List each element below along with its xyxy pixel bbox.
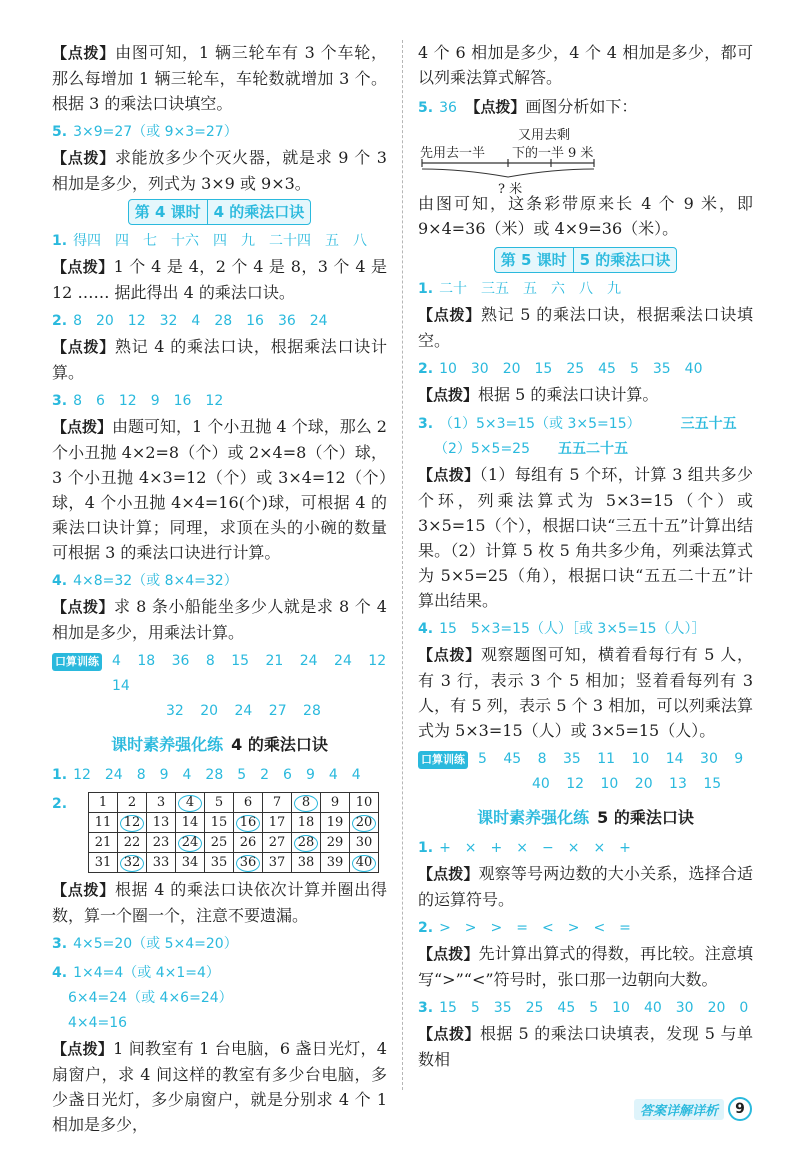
grid-cell: [292, 833, 321, 853]
oral-training: [52, 649, 387, 724]
tip-1: 【点拨】1 个 4 是 4，2 个 4 是 8，3 个 4 是 12 …… 据此得出 4 的乘法口诀。: [52, 257, 387, 302]
grid-cell: 7: [263, 793, 292, 813]
grid-cell: 10: [350, 793, 379, 813]
column-divider: [402, 40, 403, 1090]
grid-cell: 18: [292, 813, 321, 833]
right-column: [418, 40, 753, 1072]
oral-line-2: 40 12 10 20 13 15: [532, 776, 722, 792]
r-answer-1: 1. 二十 三五 五 六 八 九: [418, 281, 622, 297]
grid-cell: 34: [176, 853, 205, 873]
label-total: ? 米: [498, 182, 523, 197]
tip-2: 【点拨】熟记 4 的乘法口诀，根据乘法口诀计算。: [52, 337, 387, 382]
paragraph: 【点拨】由图可知，1 辆三轮车有 3 个车轮，那么每增加 1 辆三轮车，车轮数就增加 3 个。根据 3 的乘法口诀填空。: [52, 43, 387, 113]
section-answer-4b: 6×4=24（或 4×6=24）: [68, 990, 233, 1006]
tip-3: 【点拨】由题可知，1 个小丑抛 4 个球，那么 2 个小丑抛 4×2=8（个）或 2×4=8（个）球，3 个小丑抛 4×3=12（个）或 3×4=12（个）球，4 个小丑抛 4×4=16(个)球，可根据 4 的乘法口诀计算；同理，求顶在头的小碗的数量可根据 3 的乘法口诀进行计算。: [52, 417, 387, 562]
ribbon-diagram: [418, 121, 753, 197]
circled-number: 4: [178, 795, 202, 812]
oral-line-2: 32 20 24 27 28: [166, 703, 321, 719]
label-remain: 9 米: [568, 146, 594, 161]
grid-cell: 21: [89, 833, 118, 853]
grid-row: [89, 813, 379, 833]
grid-cell: 9: [321, 793, 350, 813]
circled-number: 28: [294, 835, 318, 852]
circled-number: 8: [294, 795, 318, 812]
grid-cell: 6: [234, 793, 263, 813]
tip-4: 【点拨】求 8 条小船能坐多少人就是求 8 个 4 相加是多少，用乘法计算。: [52, 597, 387, 642]
grid-cell: 30: [350, 833, 379, 853]
grid-row: [89, 853, 379, 873]
grid-cell: 27: [263, 833, 292, 853]
grid-cell: 33: [147, 853, 176, 873]
grid-cell: 11: [89, 813, 118, 833]
number-grid: [88, 792, 379, 873]
r-answer-3b: （2）5×5=25 五五二十五: [434, 441, 628, 457]
answer-3: 3. 8 6 12 9 16 12: [52, 393, 224, 409]
grid-cell: 37: [263, 853, 292, 873]
r-answer-4: 4. 15 5×3=15（人）［或 3×5=15（人）］: [418, 621, 706, 637]
section-tip-2: 【点拨】根据 4 的乘法口诀依次计算并圈出得数，算一个圈一个，注意不要遗漏。: [52, 880, 387, 925]
r-section-tip-3: 【点拨】根据 5 的乘法口诀填表，发现 5 与单数相: [418, 1024, 753, 1069]
r-section-tip-1: 【点拨】观察等号两边数的大小关系，选择合适的运算符号。: [418, 864, 753, 909]
left-column: [52, 40, 387, 1137]
r-answer-2: 2. 10 30 20 15 25 45 5 35 40: [418, 361, 703, 377]
grid-cell: [234, 813, 263, 833]
circled-number: 36: [236, 855, 260, 872]
grid-cell: 26: [234, 833, 263, 853]
grid-cell: 22: [118, 833, 147, 853]
grid-cell: 17: [263, 813, 292, 833]
grid-cell: 29: [321, 833, 350, 853]
grid-cell: [118, 813, 147, 833]
section-answer-4: 4. 1×4=4（或 4×1=4）: [52, 965, 220, 981]
circled-number: 20: [352, 815, 376, 832]
oral-line-1: 5 45 8 35 11 10 14 30 9: [478, 751, 744, 767]
grid-cell: [118, 853, 147, 873]
grid-cell: 1: [89, 793, 118, 813]
grid-cell: 2: [118, 793, 147, 813]
answer-5: 5. 3×9=27（或 9×3=27）: [52, 124, 238, 140]
section-title-right: 课时素养强化练 5 的乘法口诀: [477, 808, 694, 827]
r-tip-4: 【点拨】观察题图可知，横着看每行有 5 人，有 3 行，表示 3 个 5 相加；竖着看每列有 3 人，有 5 列，表示 5 个 3 相加，可以列乘法算式为 5×3=15（人）或 3×5=15（人）。: [418, 645, 753, 740]
continued-text: 4 个 6 相加是多少，4 个 4 相加是多少，都可以列乘法算式解答。: [418, 43, 753, 87]
oral-training-right: [418, 747, 753, 797]
grid-cell: [292, 793, 321, 813]
page-footer: [634, 1097, 752, 1121]
footer-label: 答案详解详析: [634, 1099, 724, 1120]
answer-2: 2. 8 20 12 32 4 28 16 36 24: [52, 313, 328, 329]
r-section-tip-2: 【点拨】先计算出算式的得数，再比较。注意填写“>”“<”符号时，张口那一边朝向大数。: [418, 944, 753, 989]
grid-cell: 39: [321, 853, 350, 873]
grid-cell: 5: [205, 793, 234, 813]
circled-number: 32: [120, 855, 144, 872]
section-answer-4c: 4×4=16: [68, 1015, 128, 1031]
section-answer-1: 1. 12 24 8 9 4 28 5 2 6 9 4 4: [52, 767, 361, 783]
grid-cell: 3: [147, 793, 176, 813]
section-title: 课时素养强化练 4 的乘法口诀: [111, 735, 328, 754]
oral-training-label: 口算训练: [418, 751, 468, 769]
circled-number: 24: [178, 835, 202, 852]
section-answer-2: 2. 1 2 3 4 5 6 7 8 9 10 11 12 13 14 15 16 17 18 19 20 21 22 23 24 25 26 27 28 29 30 31 32 33 34 35 36 37 38 39 40: [52, 792, 387, 873]
r-tip-2: 【点拨】根据 5 的乘法口诀计算。: [418, 385, 659, 404]
page-number: 9: [728, 1097, 752, 1121]
r-answer-3a: 3. （1）5×3=15（或 3×5=15） 三五十五: [418, 416, 737, 432]
grid-cell: 23: [147, 833, 176, 853]
grid-cell: 15: [205, 813, 234, 833]
circled-number: 16: [236, 815, 260, 832]
r-section-answer-1: 1. + × + × − × × +: [418, 840, 631, 856]
section-tip-4: 【点拨】1 间教室有 1 台电脑，6 盏日光灯，4 扇窗户，求 4 间这样的教室有多少台电脑，多少盏日光灯，多少扇窗户，就是分别求 4 个 1 相加是多少，: [52, 1039, 387, 1134]
lesson-4-header: 第 4 课时 4 的乘法口诀: [52, 199, 387, 225]
answer-4: 4. 4×8=32（或 8×4=32）: [52, 573, 238, 589]
label-first-half: 先用去一半: [420, 146, 486, 161]
grid-cell: 38: [292, 853, 321, 873]
grid-cell: [350, 813, 379, 833]
r-section-answer-2: 2. > > > = < > < =: [418, 920, 631, 936]
label-used-a: 又用去剩: [518, 128, 571, 143]
answer-1: 1. 得四 四 七 十六 四 九 二十四 五 八: [52, 233, 368, 249]
label-used-b: 下的一半: [512, 146, 565, 161]
r-tip-3: 【点拨】（1）每组有 5 个环，计算 3 组共多少个环，列乘法算式为 5×3=15（个）或 3×5=15（个），根据口诀“三五十五”计算出结果。（2）计算 5 枚 5 角共多少角，列乘法算式为 5×5=25（角），根据口诀“五五二十五”计算出结果。: [418, 465, 753, 610]
grid-cell: 14: [176, 813, 205, 833]
grid-row: [89, 793, 379, 813]
grid-row: [89, 833, 379, 853]
grid-cell: [176, 793, 205, 813]
grid-cell: [350, 853, 379, 873]
oral-training-label: 口算训练: [52, 653, 102, 671]
grid-cell: 19: [321, 813, 350, 833]
circled-number: 12: [120, 815, 144, 832]
r-section-answer-3: 3. 15 5 35 25 45 5 10 40 30 20 0: [418, 1000, 749, 1016]
grid-cell: [234, 853, 263, 873]
section-answer-3: 3. 4×5=20（或 5×4=20）: [52, 936, 238, 952]
answer-5-right: 5. 36 【点拨】画图分析如下：: [418, 97, 638, 116]
grid-cell: 31: [89, 853, 118, 873]
grid-cell: 25: [205, 833, 234, 853]
lesson-5-header: 第 5 课时 5 的乘法口诀: [418, 247, 753, 273]
answer-5-text: 由图可知，这条彩带原来长 4 个 9 米，即 9×4=36（米）或 4×9=36（米）。: [418, 194, 753, 238]
tip-5: 【点拨】求能放多少个灭火器，就是求 9 个 3 相加是多少，列式为 3×9 或 9×3。: [52, 148, 387, 193]
circled-number: 40: [352, 855, 376, 872]
oral-line-1: 4 18 36 8 15 21 24 24 12 14: [112, 653, 387, 694]
grid-cell: 35: [205, 853, 234, 873]
grid-cell: [176, 833, 205, 853]
r-tip-1: 【点拨】熟记 5 的乘法口诀，根据乘法口诀填空。: [418, 305, 753, 350]
grid-cell: 13: [147, 813, 176, 833]
